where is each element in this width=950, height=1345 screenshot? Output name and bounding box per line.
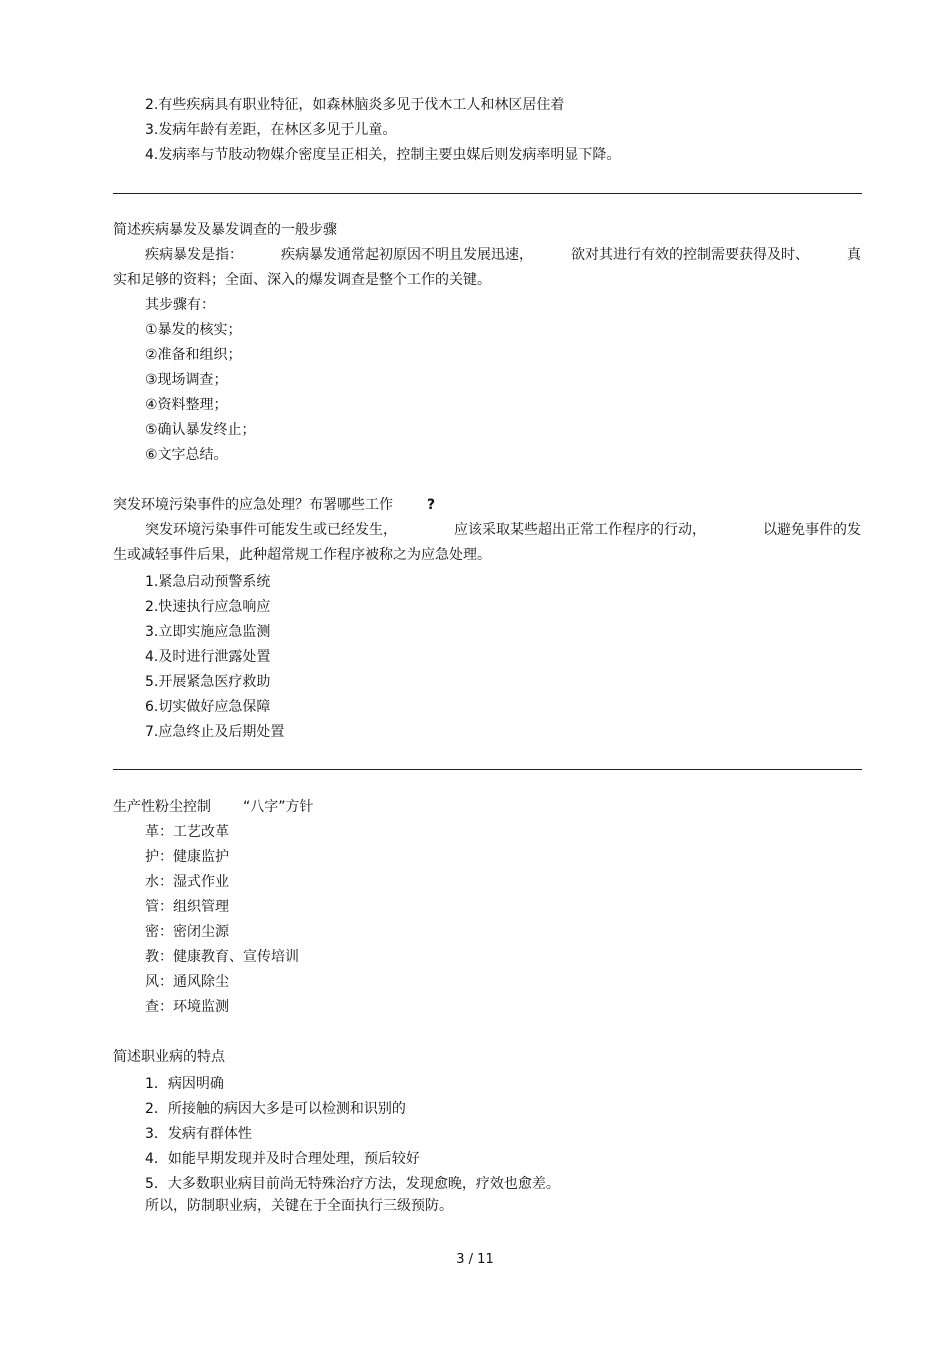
text-fragment: 欲对其进行有效的控制需要获得及时、 [571, 247, 809, 263]
conclusion: 所以，防制职业病，关键在于全面执行三级预防。 [145, 1198, 453, 1214]
section-title-text: 突发环境污染事件的应急处理？布署哪些工作 [113, 497, 393, 513]
question-mark: ? [427, 497, 436, 513]
paragraph-line [113, 246, 861, 264]
text-fragment: 突发环境污染事件可能发生或已经发生， [145, 522, 397, 538]
paragraph-line: 生或减轻事件后果，此种超常规工作程序被称之为应急处理。 [113, 547, 491, 563]
list-item: 4.及时进行泄露处置 [145, 649, 271, 665]
text-fragment: 真 [847, 247, 861, 263]
step-item: ②准备和组织； [145, 347, 242, 363]
list-item: 2.快速执行应急响应 [145, 599, 271, 615]
list-item: 4．如能早期发现并及时合理处理，预后较好 [145, 1151, 420, 1167]
list-item: 管：组织管理 [145, 899, 229, 915]
text-fragment: 应该采取某些超出正常工作程序的行动， [454, 522, 706, 538]
list-item: 3.立即实施应急监测 [145, 624, 271, 640]
step-item: ⑤确认暴发终止； [145, 422, 256, 438]
step-item: ①暴发的核实； [145, 322, 242, 338]
steps-intro: 其步骤有： [145, 297, 215, 313]
step-item: ⑥文字总结。 [145, 447, 228, 463]
section-title [113, 798, 314, 816]
page-number: 3 / 11 [456, 1252, 494, 1267]
list-item: 查：环境监测 [145, 999, 229, 1015]
divider [113, 769, 862, 770]
list-item: 教：健康教育、宣传培训 [145, 949, 299, 965]
section-title-text: 生产性粉尘控制 [113, 799, 211, 815]
list-item: 5．大多数职业病目前尚无特殊治疗方法，发现愈晚，疗效也愈差。 [145, 1176, 560, 1192]
list-item: 6.切实做好应急保障 [145, 699, 271, 715]
step-item: ④资料整理； [145, 397, 228, 413]
paragraph-line [113, 521, 861, 539]
section-title: 简述职业病的特点 [113, 1049, 225, 1065]
list-item: 护：健康监护 [145, 849, 229, 865]
text-fragment: 以避免事件的发 [763, 522, 861, 538]
list-item: 风：通风除尘 [145, 974, 229, 990]
section-title-suffix: “八字”方针 [243, 799, 314, 815]
list-item: 革：工艺改革 [145, 824, 229, 840]
divider [113, 193, 862, 194]
top-item: 2.有些疾病具有职业特征，如森林脑炎多见于伐木工人和林区居住着 [145, 97, 565, 113]
section-title [113, 496, 435, 514]
list-item: 1.紧急启动预警系统 [145, 574, 271, 590]
list-item: 密：密闭尘源 [145, 924, 229, 940]
list-item: 2．所接触的病因大多是可以检测和识别的 [145, 1101, 406, 1117]
list-item: 5.开展紧急医疗救助 [145, 674, 271, 690]
paragraph-line: 实和足够的资料；全面、深入的爆发调查是整个工作的关键。 [113, 272, 491, 288]
top-item: 4.发病率与节肢动物媒介密度呈正相关，控制主要虫媒后则发病率明显下降。 [145, 147, 621, 163]
list-item: 1．病因明确 [145, 1076, 224, 1092]
list-item: 3．发病有群体性 [145, 1126, 252, 1142]
list-item: 水：湿式作业 [145, 874, 229, 890]
step-item: ③现场调查； [145, 372, 228, 388]
top-item: 3.发病年龄有差距，在林区多见于儿童。 [145, 122, 397, 138]
section-title: 简述疾病暴发及暴发调查的一般步骤 [113, 222, 337, 238]
text-fragment: 疾病暴发是指： [145, 247, 243, 263]
text-fragment: 疾病暴发通常起初原因不明且发展迅速， [281, 247, 533, 263]
list-item: 7.应急终止及后期处置 [145, 724, 285, 740]
